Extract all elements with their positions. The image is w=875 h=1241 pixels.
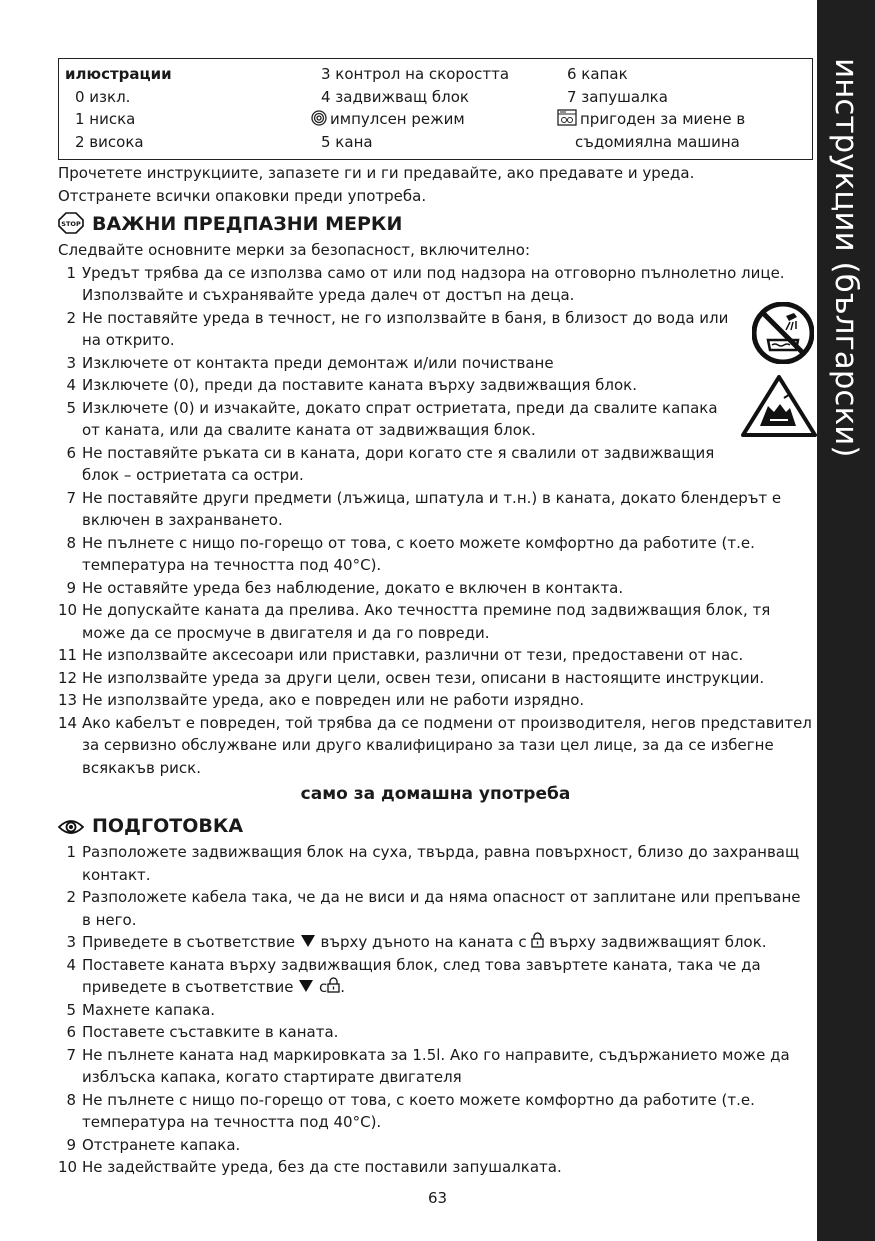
safety-list — [58, 262, 813, 780]
list-item: 2 Разположете кабела така, че да не виси и да няма опасност от заплитане или препъване в него. — [66, 888, 801, 929]
domestic-use-note: само за домашна употреба — [300, 784, 571, 804]
legend-item: 0 изкл. — [75, 87, 131, 106]
legend-item: 4 задвижващ блок — [321, 87, 469, 106]
intro-line: Отстранете всички опаковки преди употреба. — [58, 186, 427, 205]
legend-column-3 — [557, 63, 745, 153]
legend-item: 3 контрол на скоростта — [321, 65, 510, 83]
page-number: 63 — [427, 1189, 448, 1207]
list-item: 5 Махнете капака. — [66, 1000, 216, 1019]
safety-heading-text: ВАЖНИ ПРЕДПАЗНИ МЕРКИ — [92, 213, 403, 235]
list-item: 8 Не пълнете с нищо по-горещо от това, с което можете комфортно да работите (т.е. температура на течността под 40°C). — [66, 1090, 755, 1131]
legend-item-label: импулсен режим — [330, 110, 465, 128]
list-item: 4 Поставете каната върху задвижващия блок, след това завъртете каната, така че да приведете в съответствие с . — [66, 955, 761, 996]
legend-title: илюстрации — [65, 65, 172, 83]
list-item: 4 Изключете (0), преди да поставите каната върху задвижващия блок. — [66, 376, 637, 394]
list-item: 6 Поставете съставките в каната. — [66, 1023, 339, 1041]
main-content — [58, 162, 813, 1179]
stop-icon-label: STOP — [61, 220, 81, 228]
preparation-heading-text: ПОДГОТОВКА — [92, 815, 244, 837]
legend-column-1 — [65, 63, 172, 153]
legend-item: 7 запушалка — [567, 87, 668, 106]
list-item: 14 Ако кабелът е повреден, той трябва да се подмени от производителя, негов представител за сервизно обслужване или друго квалифицирано за тази цел лице, за да се избегне всякакъв риск. — [58, 713, 812, 777]
list-item: 11 Не използвайте аксесоари или приставки, различни от тези, предоставени от нас. — [58, 646, 744, 664]
lock-icon — [531, 932, 544, 948]
list-item: 12 Не използвайте уреда за други цели, освен тези, описани в настоящите инструкции. — [58, 668, 765, 687]
list-item: 1 Уредът трябва да се използва само от или под надзора на отговорно пълнолетно лице. Използвайте и съхранявайте уреда далеч от достъп на деца. — [66, 263, 785, 304]
pulse-icon — [311, 110, 327, 126]
list-item: 1 Разположете задвижващия блок на суха, твърда, равна повърхност, близо до захранващ контакт. — [66, 843, 800, 884]
align-arrow-icon — [300, 934, 316, 948]
list-item: 9 Не оставяйте уреда без наблюдение, докато е включен в контакта. — [66, 578, 624, 597]
legend-item: 1 ниска — [75, 110, 136, 128]
preparation-list — [58, 841, 813, 1179]
list-item: 3 Приведете в съответствие върху дъното на каната с върху задвижващият блок. — [66, 933, 767, 951]
lock-icon — [327, 977, 340, 993]
legend-item: 2 висока — [75, 132, 144, 151]
list-item: 2 Не поставяйте уреда в течност, не го използвайте в баня, в близост до вода или на открито. — [66, 308, 729, 349]
align-arrow-icon — [298, 979, 314, 993]
safety-subtitle: Следвайте основните мерки за безопасност, включително: — [58, 241, 530, 259]
legend-item: съдомиялна машина — [575, 132, 740, 151]
sidebar-title: инструкции (български) — [828, 58, 864, 458]
safety-heading — [58, 209, 813, 239]
list-item: 6 Не поставяйте ръката си в каната, дори когато сте я свалили от задвижващия блок – остриетата са остри. — [66, 443, 715, 484]
language-sidebar — [817, 0, 875, 1241]
list-item: 7 Не поставяйте други предмети (лъжица, шпатула и т.н.) в каната, докато блендерът е включен в захранването. — [66, 488, 782, 529]
list-item: 13 Не използвайте уреда, ако е повреден или не работи изрядно. — [58, 691, 585, 709]
list-item: 8 Не пълнете с нищо по-горещо от това, с което можете комфортно да работите (т.е. температура на течността под 40°C). — [66, 533, 755, 574]
list-item: 5 Изключете (0) и изчакайте, докато спрат остриетата, преди да свалите капака от каната, или да свалите каната от задвижващия блок. — [66, 398, 718, 439]
legend-item-pulse — [311, 108, 509, 131]
illustrations-legend — [58, 58, 813, 160]
list-item: 3 Изключете от контакта преди демонтаж и/или почистване — [66, 353, 554, 372]
list-item: 10 Не задействайте уреда, без да сте поставили запушалката. — [58, 1158, 562, 1176]
eye-icon — [58, 818, 84, 836]
preparation-heading — [58, 811, 813, 841]
dishwasher-icon — [557, 109, 577, 126]
legend-item: 5 кана — [321, 132, 373, 151]
legend-column-2 — [321, 63, 509, 153]
list-item: 10 Не допускайте каната да прелива. Ако течността премине под задвижващия блок, тя може да се просмуче в двигателя и да го повреди. — [58, 601, 771, 642]
legend-item-label: пригоден за миене в — [580, 110, 746, 128]
legend-item: 6 капак — [567, 65, 628, 83]
list-item: 7 Не пълнете каната над маркировката за 1.5l. Ако го направите, съдържанието може да изблъска капака, когато стартирате двигателя — [66, 1045, 790, 1086]
list-item: 9 Отстранете капака. — [66, 1135, 241, 1154]
legend-item-dishwasher — [557, 108, 745, 131]
stop-icon — [58, 212, 84, 234]
intro-line: Прочетете инструкциите, запазете ги и ги предавайте, ако предавате и уреда. — [58, 164, 695, 182]
